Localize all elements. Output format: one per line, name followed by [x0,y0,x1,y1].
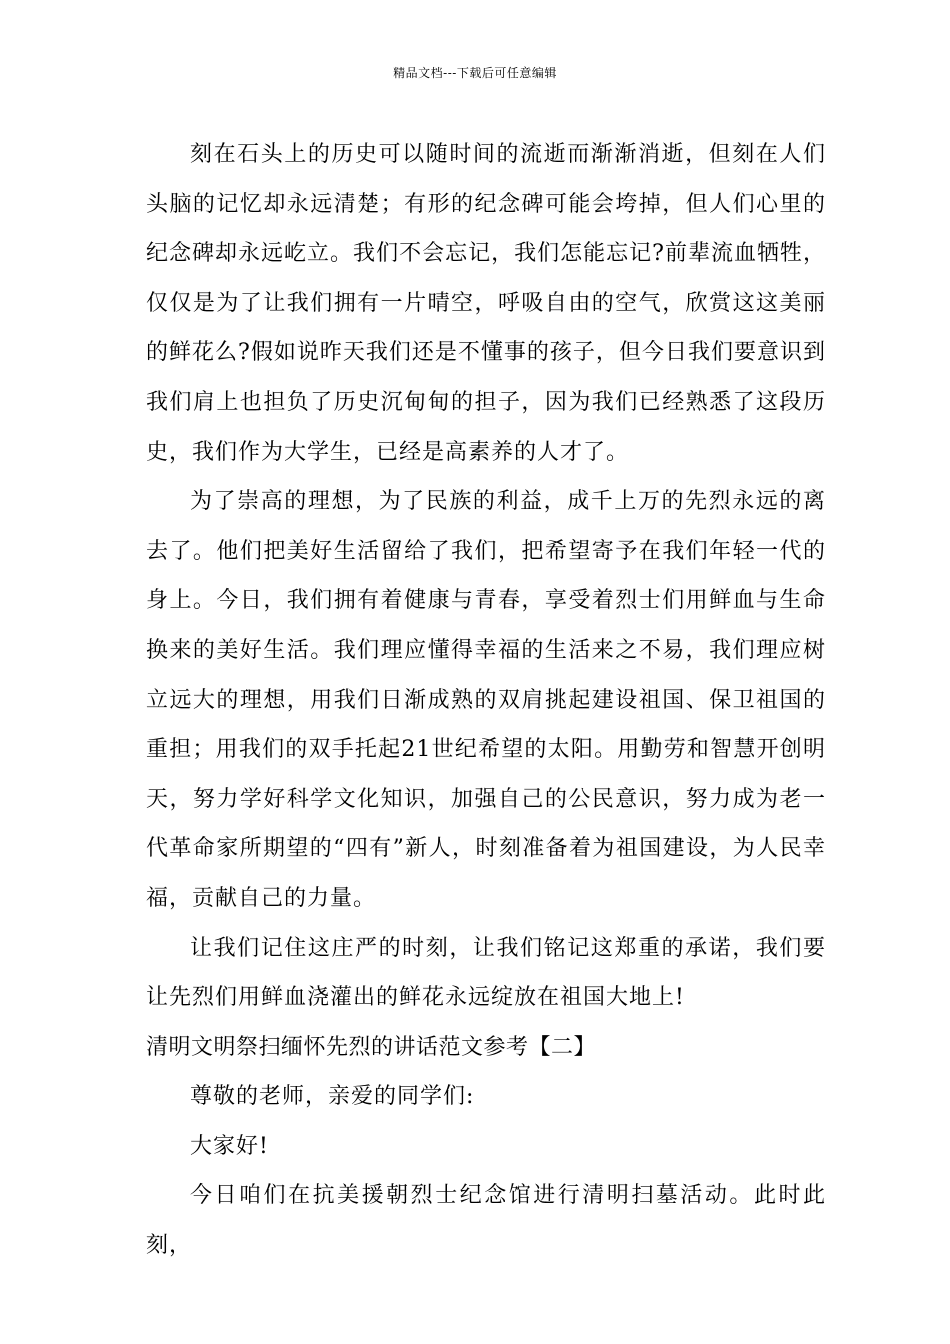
hello-line: 大家好! [190,1133,269,1159]
greeting-line: 尊敬的老师，亲爱的同学们: [190,1084,475,1110]
paragraph-martyrs-ideals: 为了崇高的理想，为了民族的利益，成千上万的先烈永远的离去了。他们把美好生活留给了我们，把希望寄予在我们年轻一代的身上。今日，我们拥有着健康与青春，享受着烈士们用鲜血与生命换来的美好生活。我们理应懂得幸福的生活来之不易，我们理应树立远大的理想，用我们日渐成熟的双肩挑起建设祖国、保卫祖国的重担；用我们的双手托起21世纪希望的太阳。用勤劳和智慧开创明天，努力学好科学文化知识，加强自己的公民意识，努力成为老一代革命家所期望的“四有”新人，时刻准备着为祖国建设，为人民幸福，贡献自己的力量。 [146,489,826,911]
paragraph-history-memory: 刻在石头上的历史可以随时间的流逝而渐渐消逝，但刻在人们头脑的记忆却永远清楚；有形的纪念碑可能会垮掉，但人们心里的纪念碑却永远屹立。我们不会忘记，我们怎能忘记?前辈流血牺牲，仅仅是为了让我们拥有一片晴空，呼吸自由的空气，欣赏这这美丽的鲜花么?假如说昨天我们还是不懂事的孩子，但今日我们要意识到我们肩上也担负了历史沉甸甸的担子，因为我们已经熟悉了这段历史，我们作为大学生，已经是高素养的人才了。 [146,142,826,465]
document-body [146,130,826,1271]
paragraph-solemn-promise: 让我们记住这庄严的时刻，让我们铭记这郑重的承诺，我们要让先烈们用鲜血浇灌出的鲜花永远绽放在祖国大地上! [146,935,826,1011]
section-heading-two: 清明文明祭扫缅怀先烈的讲话范文参考【二】 [146,1034,597,1060]
paragraph-memorial-visit: 今日咱们在抗美援朝烈士纪念馆进行清明扫墓活动。此时此刻， [146,1183,826,1259]
page-header: 精品文档---下载后可任意编辑 [393,66,557,80]
